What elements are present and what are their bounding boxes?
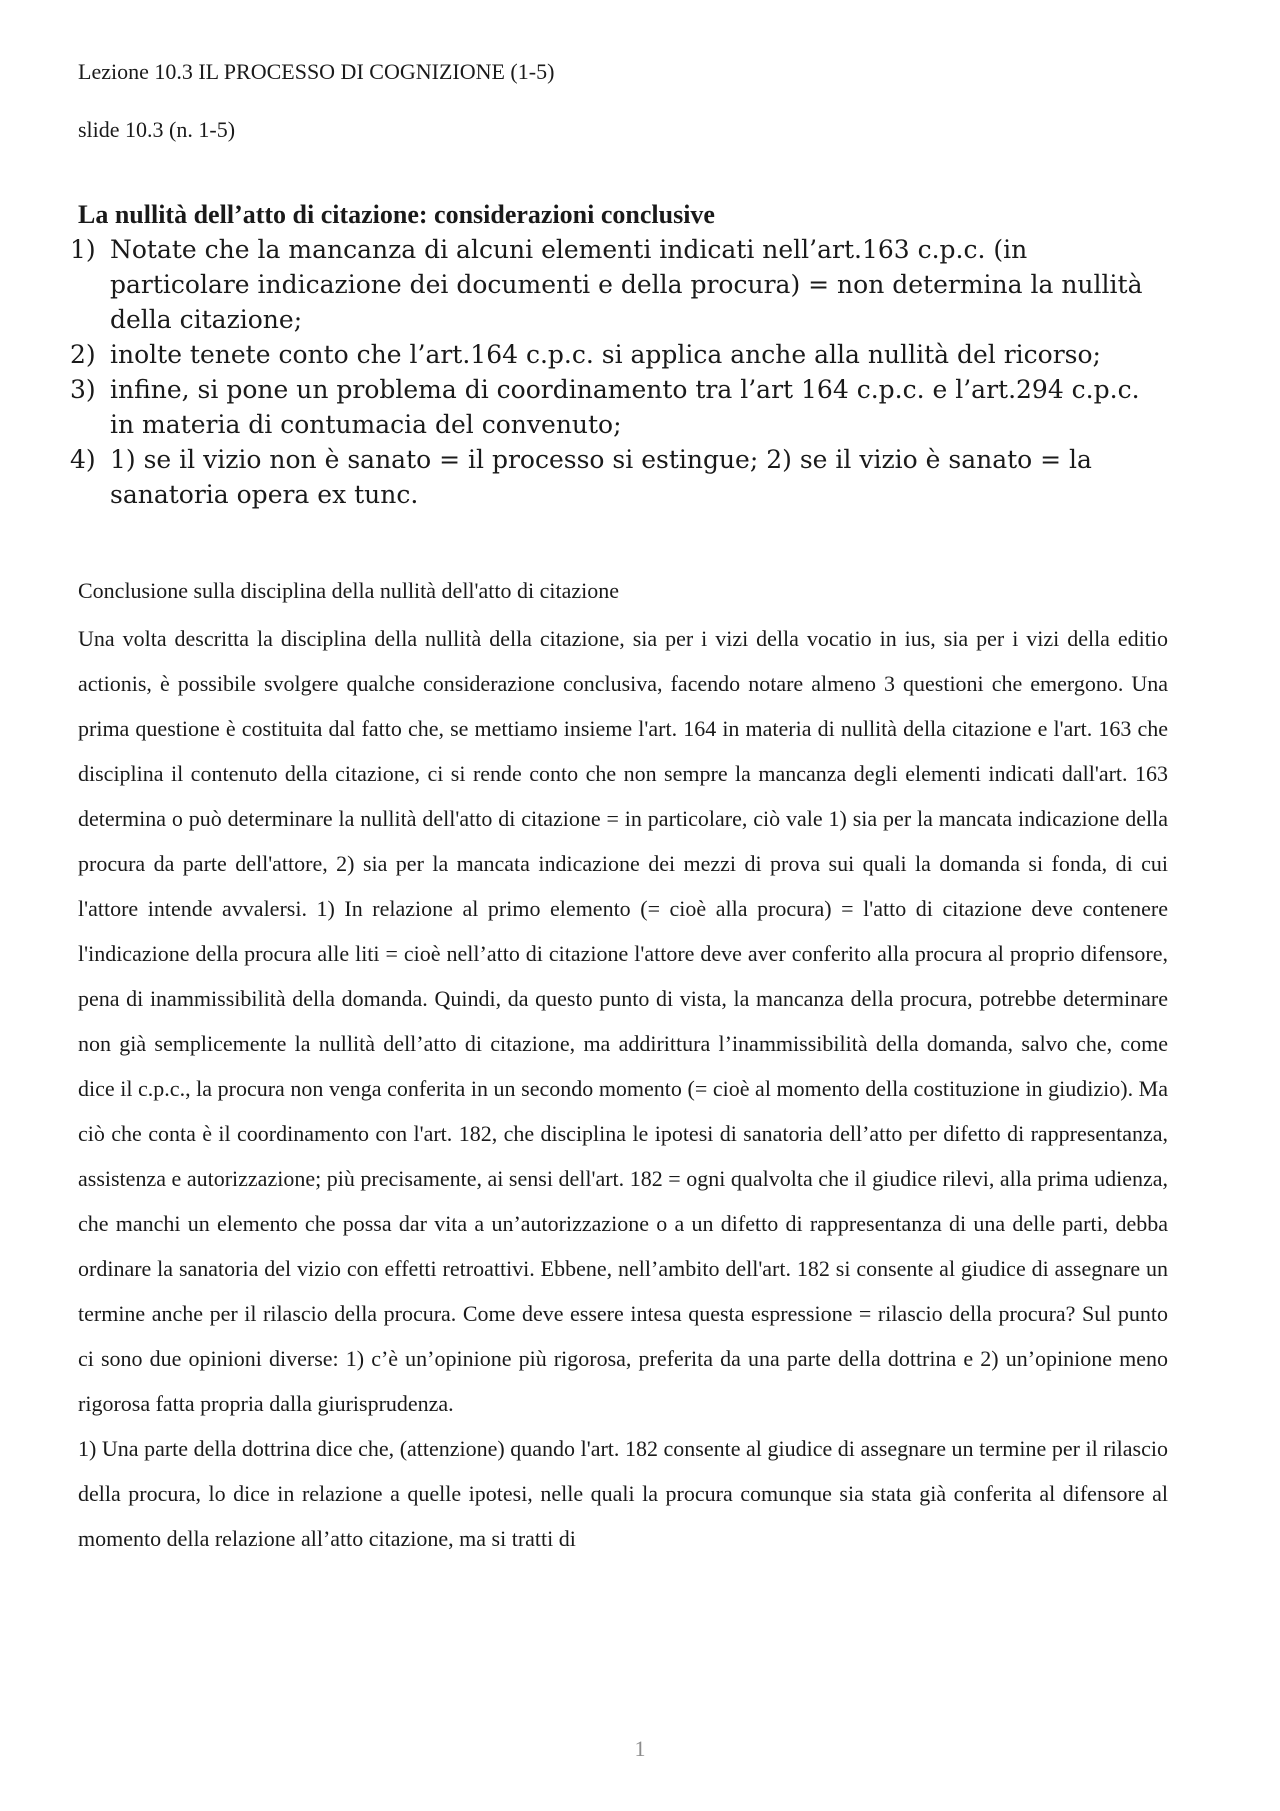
list-item-number: 2) <box>70 340 96 369</box>
page-number: 1 <box>634 1736 646 1761</box>
list-item <box>70 372 1168 442</box>
slide-title: La nullità dell’atto di citazione: considerazioni conclusive <box>78 200 715 229</box>
list-item-text: inolte tenete conto che l’art.164 c.p.c. si applica anche alla nullità del ricorso; <box>110 340 1101 369</box>
list-item <box>70 232 1168 337</box>
slide-reference: slide 10.3 (n. 1-5) <box>78 117 236 142</box>
slide-points-list <box>70 232 1168 512</box>
slide-content <box>70 198 1168 512</box>
list-item-number: 1) <box>70 235 96 264</box>
list-item-text: 1) se il vizio non è sanato = il processo si estingue; 2) se il vizio è sanato = la sanatoria opera ex tunc. <box>110 445 1092 509</box>
body-paragraph: 1) Una parte della dottrina dice che, (attenzione) quando l'art. 182 consente al giudice di assegnare un termine per il rilascio della procura, lo dice in relazione a quelle ipotesi, nelle quali la procura comunque sia stata già conferita al difensore al momento della relazione all’atto citazione, ma si tratti di <box>78 1436 1168 1551</box>
section-title: Conclusione sulla disciplina della nullità dell'atto di citazione <box>78 578 619 603</box>
list-item-text: Notate che la mancanza di alcuni elementi indicati nell’art.163 c.p.c. (in particolare indicazione dei documenti e della procura) = non determina la nullità della citazione; <box>110 235 1143 334</box>
list-item-number: 4) <box>70 445 96 474</box>
lesson-header: Lezione 10.3 IL PROCESSO DI COGNIZIONE (1-5) <box>78 59 555 84</box>
list-item-text: infine, si pone un problema di coordinamento tra l’art 164 c.p.c. e l’art.294 c.p.c. in materia di contumacia del convenuto; <box>110 375 1140 439</box>
body-paragraph: Una volta descritta la disciplina della nullità della citazione, sia per i vizi della vocatio in ius, sia per i vizi della editio actionis, è possibile svolgere qualche considerazione conclusiva, facendo notare almeno 3 questioni che emergono. Una prima questione è costituita dal fatto che, se mettiamo insieme l'art. 164 in materia di nullità della citazione e l'art. 163 che disciplina il contenuto della citazione, ci si rende conto che non sempre la mancanza degli elementi indicati dall'art. 163 determina o può determinare la nullità dell'atto di citazione = in particolare, ciò vale 1) sia per la mancata indicazione della procura da parte dell'attore, 2) sia per la mancata indicazione dei mezzi di prova sui quali la domanda si fonda, di cui l'attore intende avvalersi. 1) In relazione al primo elemento (= cioè alla procura) = l'atto di citazione deve contenere l'indicazione della procura alle liti = cioè nell’atto di citazione l'attore deve aver conferito alla procura al proprio difensore, pena di inammissibilità della domanda. Quindi, da questo punto di vista, la mancanza della procura, potrebbe determinare non già semplicemente la nullità dell’atto di citazione, ma addirittura l’inammissibilità della domanda, salvo che, come dice il c.p.c., la procura non venga conferita in un secondo momento (= cioè al momento della costituzione in giudizio). Ma ciò che conta è il coordinamento con l'art. 182, che disciplina le ipotesi di sanatoria dell’atto per difetto di rappresentanza, assistenza e autorizzazione; più precisamente, ai sensi dell'art. 182 = ogni qualvolta che il giudice rilevi, alla prima udienza, che manchi un elemento che possa dar vita a un’autorizzazione o a un difetto di rappresentanza di una delle parti, debba ordinare la sanatoria del vizio con effetti retroattivi. Ebbene, nell’ambito dell'art. 182 si consente al giudice di assegnare un termine anche per il rilascio della procura. Come deve essere intesa questa espressione = rilascio della procura? Sul punto ci sono due opinioni diverse: 1) c’è un’opinione più rigorosa, preferita da una parte della dottrina e 2) un’opinione meno rigorosa fatta propria dalla giurisprudenza. <box>78 626 1168 1416</box>
list-item <box>70 442 1168 512</box>
list-item-number: 3) <box>70 375 96 404</box>
document-page <box>70 58 1168 1561</box>
list-item <box>70 337 1168 372</box>
